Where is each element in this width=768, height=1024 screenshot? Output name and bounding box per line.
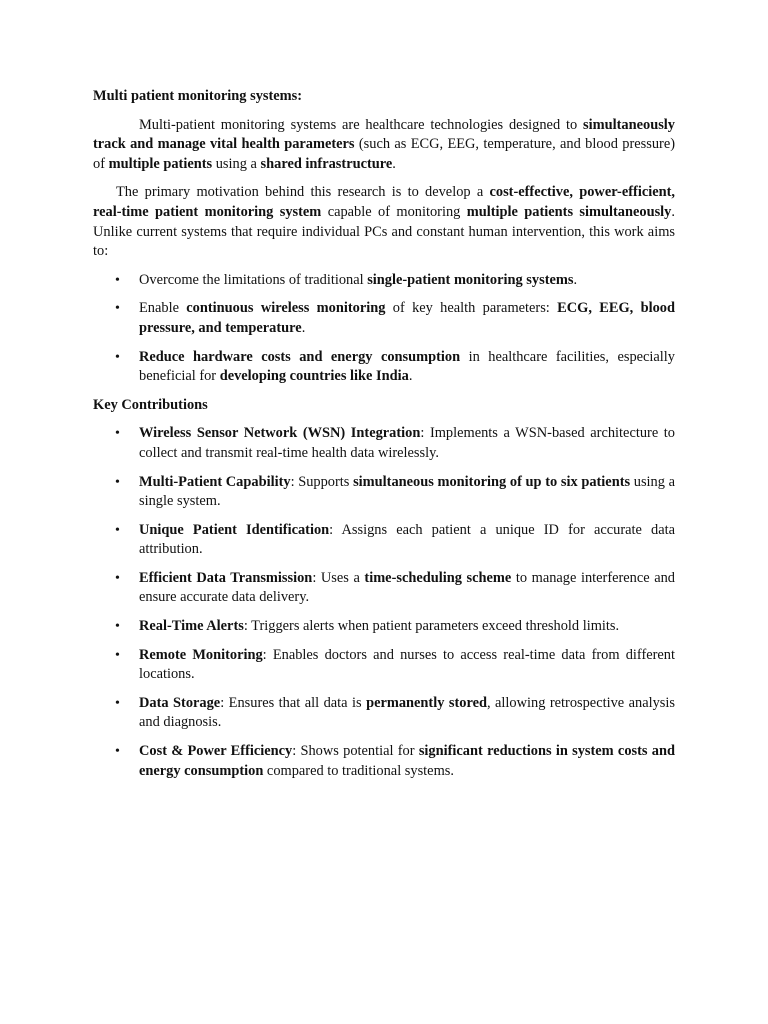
list-item: [93, 742, 675, 781]
bold-text-run: developing countries like India: [219, 368, 409, 385]
document-title: Multi patient monitoring systems:: [93, 88, 303, 104]
list-item: [93, 646, 675, 685]
list-item: [93, 521, 675, 560]
text-run: compared to traditional systems.: [263, 762, 454, 779]
bold-text-run: continuous wireless monitoring: [186, 300, 386, 317]
bold-text-run: Multi-Patient Capability: [139, 473, 291, 490]
bullet-icon: •: [115, 522, 120, 538]
bold-text-run: time-scheduling scheme: [364, 569, 512, 586]
list-item: [93, 299, 675, 338]
bullet-icon: •: [115, 744, 120, 760]
text-run: to manage interference and ensure accurate data delivery.: [139, 569, 675, 606]
text-run: using a: [212, 155, 261, 172]
bold-text-run: Data Storage: [139, 694, 221, 711]
bullet-icon: •: [115, 426, 120, 442]
text-run: .: [392, 155, 396, 172]
list-item: [93, 271, 675, 291]
bold-text-run: simultaneous monitoring of up to six patients: [353, 473, 631, 490]
list-item: [93, 473, 675, 512]
bullet-icon: •: [115, 272, 120, 288]
bullet-icon: •: [115, 349, 120, 365]
list-item: [93, 424, 675, 463]
bold-text-run: cost-effective, power-efficient, real-time patient monitoring system: [93, 184, 675, 220]
bold-text-run: significant reductions in system costs and energy consumption: [139, 743, 675, 779]
bold-text-run: Real-Time Alerts: [139, 618, 244, 635]
bullet-icon: •: [115, 647, 120, 663]
document-page: [93, 87, 675, 790]
aims-list: [93, 271, 675, 387]
intro-paragraph: [93, 116, 675, 175]
text-run: The primary motivation behind this research is to develop a: [116, 184, 490, 201]
bold-text-run: shared infrastructure: [260, 155, 393, 172]
list-item: [93, 694, 675, 733]
text-run: capable of monitoring: [321, 203, 467, 220]
text-run: . Unlike current systems that require individual PCs and constant human intervention, this work aims to:: [93, 203, 675, 260]
text-run: .: [301, 319, 306, 336]
text-run: : Assigns each patient a unique ID for accurate data attribution.: [139, 521, 676, 558]
bullet-icon: •: [115, 695, 120, 711]
bold-text-run: single-patient monitoring systems: [367, 271, 574, 288]
text-run: : Ensures that all data is: [220, 694, 367, 711]
text-run: .: [573, 271, 578, 288]
bold-text-run: Wireless Sensor Network (WSN) Integration: [139, 425, 421, 442]
bold-text-run: Reduce hardware costs and energy consumption: [139, 348, 461, 365]
bold-text-run: Remote Monitoring: [139, 646, 263, 663]
bullet-icon: •: [115, 474, 120, 490]
bullet-icon: •: [115, 301, 120, 317]
list-item: [93, 348, 675, 387]
list-item: [93, 569, 675, 608]
text-run: , allowing retrospective analysis and diagnosis.: [139, 694, 675, 731]
text-run: in healthcare facilities, especially beneficial for: [139, 348, 675, 385]
bullet-icon: •: [115, 570, 120, 586]
text-run: : Supports: [290, 473, 354, 490]
text-run: Overcome the limitations of traditional: [139, 271, 368, 288]
bold-text-run: simultaneously track and manage vital health parameters: [93, 116, 675, 153]
text-run: : Shows potential for: [292, 743, 419, 760]
text-run: of key health parameters:: [385, 300, 558, 317]
motivation-paragraph: [93, 183, 675, 261]
bold-text-run: Efficient Data Transmission: [139, 569, 313, 586]
bullet-icon: •: [115, 619, 120, 635]
text-run: : Triggers alerts when patient parameters exceed threshold limits.: [243, 618, 620, 635]
text-run: Multi-patient monitoring systems are healthcare technologies designed to: [139, 116, 584, 133]
bold-text-run: Unique Patient Identification: [139, 521, 330, 538]
text-run: Enable: [139, 300, 187, 317]
text-run: .: [408, 368, 413, 385]
bold-text-run: permanently stored: [366, 694, 487, 711]
text-run: : Enables doctors and nurses to access real-time data from different locations.: [139, 646, 675, 683]
bold-text-run: ECG, EEG, blood pressure, and temperature: [139, 300, 675, 336]
bold-text-run: multiple patients simultaneously: [466, 203, 672, 220]
contributions-list: [93, 424, 675, 781]
text-run: using a single system.: [139, 473, 675, 510]
text-run: : Uses a: [312, 569, 365, 586]
text-run: : Implements a WSN-based architecture to collect and transmit real-time health data wirelessly.: [139, 425, 675, 461]
contributions-heading: Key Contributions: [93, 396, 208, 413]
text-run: (such as ECG, EEG, temperature, and blood pressure) of: [93, 136, 675, 172]
bold-text-run: multiple patients: [108, 155, 213, 172]
list-item: [93, 617, 675, 637]
bold-text-run: Cost & Power Efficiency: [139, 743, 293, 760]
